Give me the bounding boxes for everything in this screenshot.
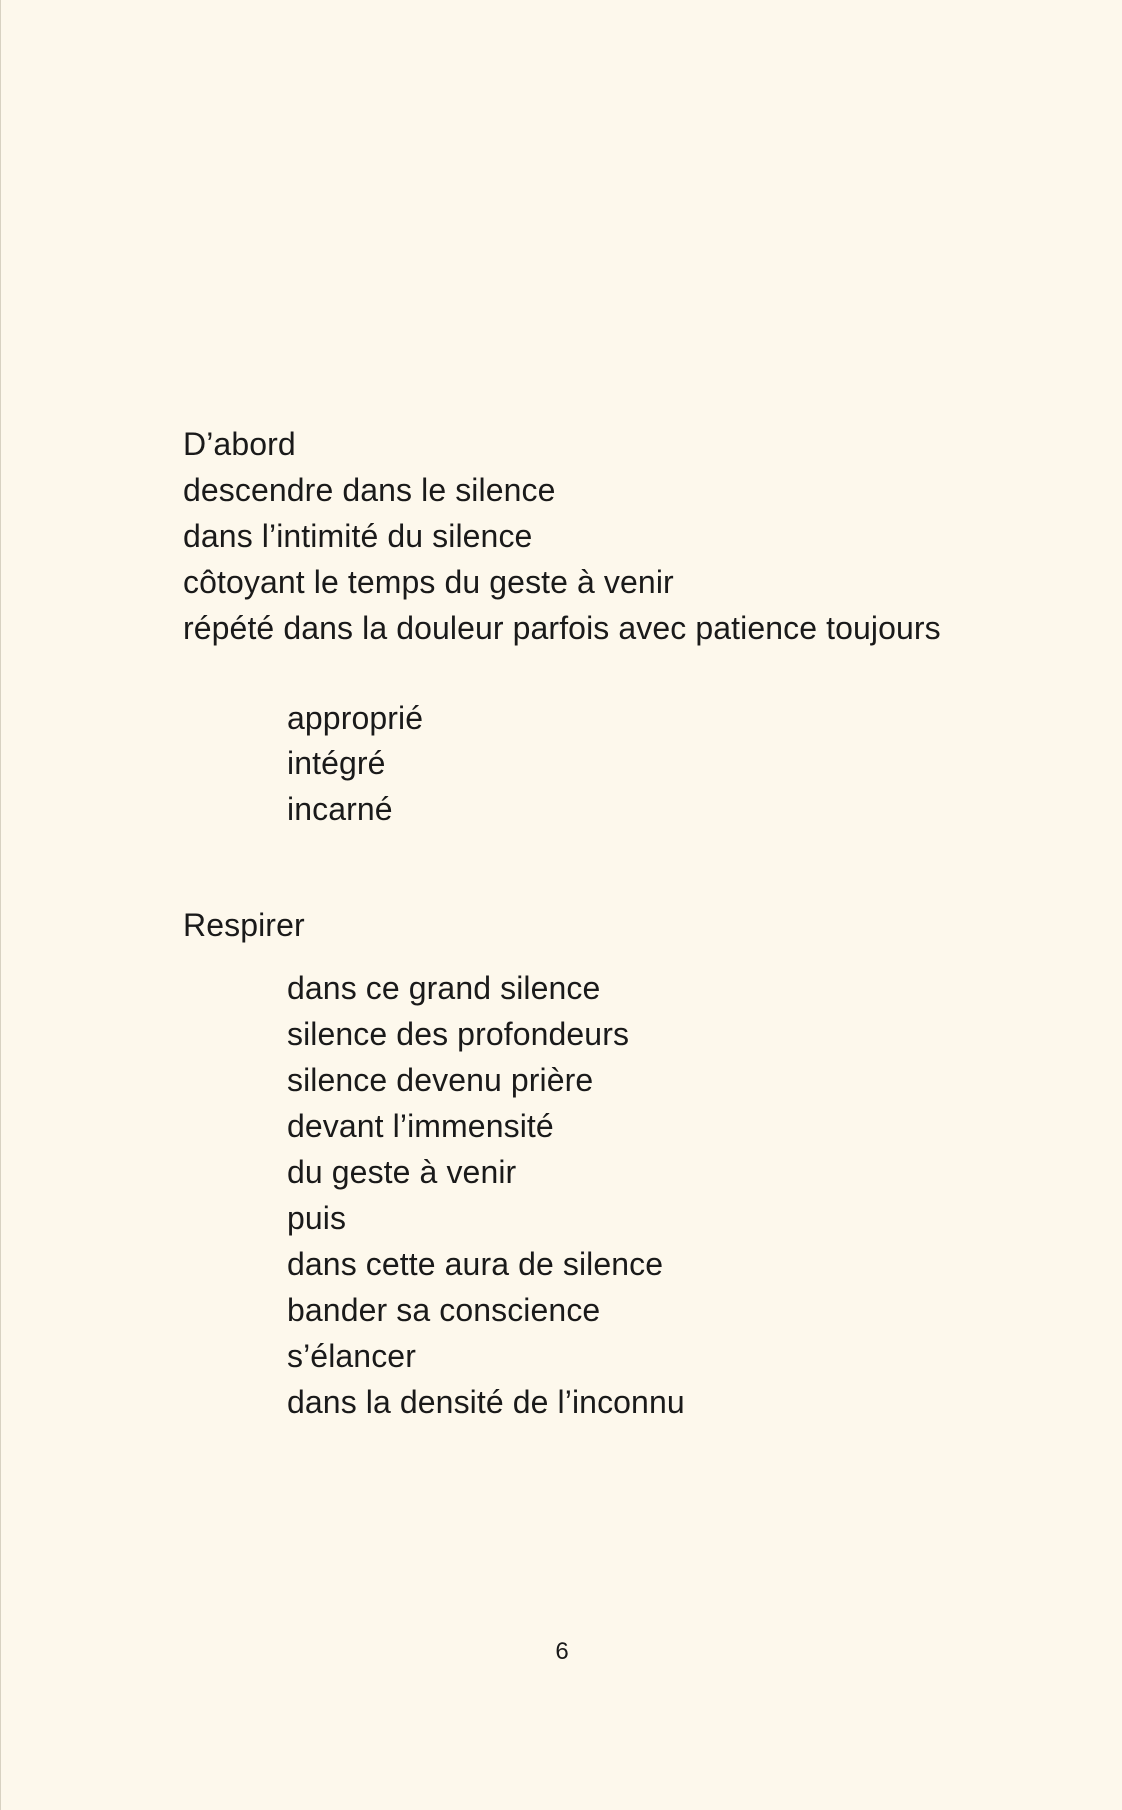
poem-line: descendre dans le silence	[183, 472, 556, 508]
poem-line: dans l’intimité du silence	[183, 518, 533, 554]
poem-line: puis	[287, 1200, 347, 1236]
page-number: 6	[555, 1638, 569, 1665]
poem-line: D’abord	[183, 426, 296, 462]
poem-line: intégré	[287, 745, 386, 781]
poem-line: s’élancer	[287, 1338, 416, 1374]
poem-line: incarné	[287, 791, 393, 827]
poem-line: du geste à venir	[287, 1154, 517, 1190]
poem-line: silence devenu prière	[287, 1062, 594, 1098]
poem-line: répété dans la douleur parfois avec patience toujours	[183, 610, 941, 646]
poem-line: bander sa conscience	[287, 1292, 601, 1328]
poem-line: dans ce grand silence	[287, 970, 601, 1006]
poem-line: silence des profondeurs	[287, 1016, 630, 1052]
poem-line: côtoyant le temps du geste à venir	[183, 564, 674, 600]
poem-line: dans la densité de l’inconnu	[287, 1384, 685, 1420]
poem-line: devant l’immensité	[287, 1108, 554, 1144]
poem-line: Respirer	[183, 907, 305, 943]
poem-line: approprié	[287, 700, 424, 736]
poem-line: dans cette aura de silence	[287, 1246, 664, 1282]
